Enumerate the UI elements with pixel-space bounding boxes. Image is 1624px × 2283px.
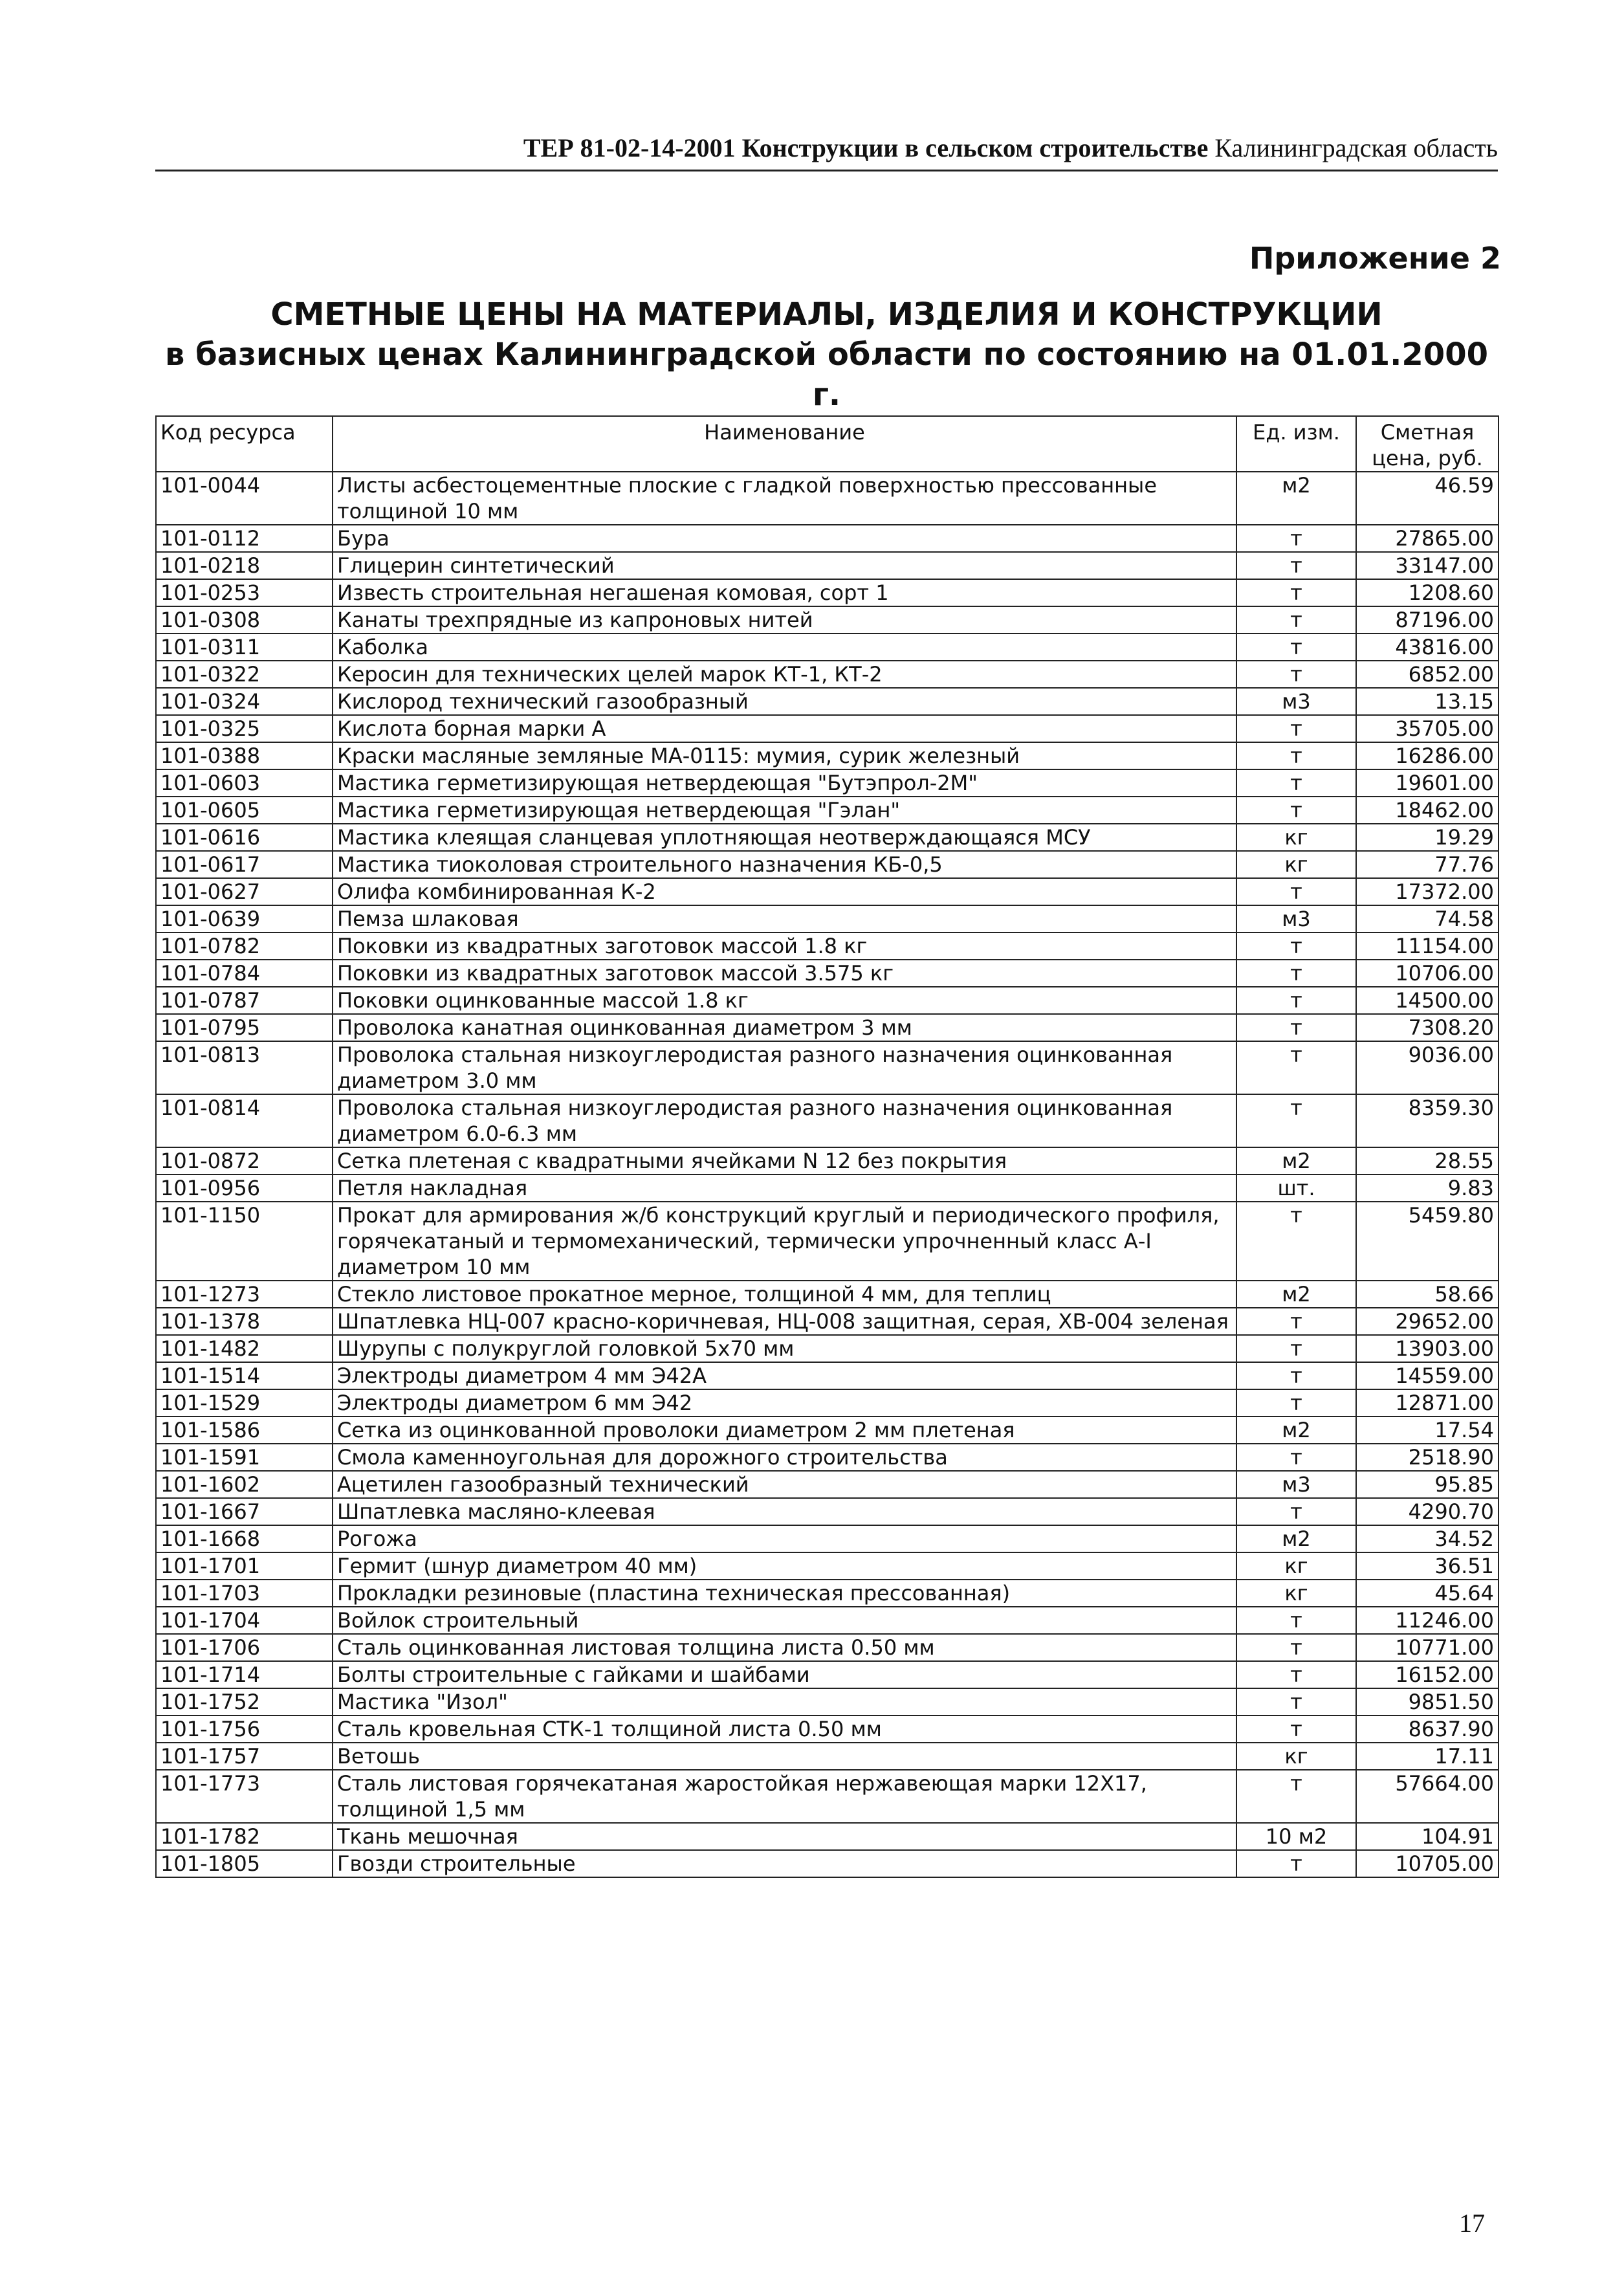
cell-code: 101-1701 [156, 1552, 333, 1580]
cell-name: Рогожа [333, 1525, 1236, 1552]
cell-code: 101-1591 [156, 1444, 333, 1471]
cell-name: Каболка [333, 634, 1236, 661]
cell-unit: т [1236, 634, 1356, 661]
cell-name: Глицерин синтетический [333, 552, 1236, 579]
cell-unit: т [1236, 1202, 1356, 1281]
cell-code: 101-1805 [156, 1850, 333, 1877]
table-row [156, 1552, 1498, 1580]
appendix-label: Приложение 2 [1249, 241, 1501, 276]
cell-name: Керосин для технических целей марок КТ-1, КТ-2 [333, 661, 1236, 688]
cell-name: Бура [333, 525, 1236, 552]
cell-unit: т [1236, 1094, 1356, 1147]
cell-price: 7308.20 [1356, 1014, 1498, 1041]
cell-unit: т [1236, 1770, 1356, 1823]
cell-name: Шурупы с полукруглой головкой 5х70 мм [333, 1335, 1236, 1362]
cell-price: 74.58 [1356, 905, 1498, 932]
table-row [156, 472, 1498, 525]
cell-name: Электроды диаметром 6 мм Э42 [333, 1389, 1236, 1417]
cell-code: 101-1602 [156, 1471, 333, 1498]
cell-code: 101-1706 [156, 1634, 333, 1661]
cell-unit: т [1236, 1041, 1356, 1094]
cell-price: 28.55 [1356, 1147, 1498, 1175]
cell-unit: кг [1236, 1743, 1356, 1770]
cell-unit: т [1236, 525, 1356, 552]
cell-name: Известь строительная негашеная комовая, сорт 1 [333, 579, 1236, 606]
cell-code: 101-1752 [156, 1688, 333, 1715]
cell-name: Кислород технический газообразный [333, 688, 1236, 715]
cell-name: Мастика тиоколовая строительного назначения КБ-0,5 [333, 851, 1236, 878]
table-row [156, 1362, 1498, 1389]
cell-name: Мастика "Изол" [333, 1688, 1236, 1715]
cell-name: Мастика герметизирующая нетвердеющая "Гэлан" [333, 797, 1236, 824]
cell-name: Прокладки резиновые (пластина техническая прессованная) [333, 1580, 1236, 1607]
table-row [156, 1444, 1498, 1471]
cell-code: 101-0639 [156, 905, 333, 932]
column-header-name: Наименование [333, 416, 1236, 472]
table-row [156, 1634, 1498, 1661]
table-row [156, 987, 1498, 1014]
cell-price: 43816.00 [1356, 634, 1498, 661]
cell-code: 101-1378 [156, 1308, 333, 1335]
cell-name: Гвозди строительные [333, 1850, 1236, 1877]
table-row [156, 1041, 1498, 1094]
cell-name: Кислота борная марки А [333, 715, 1236, 742]
cell-price: 104.91 [1356, 1823, 1498, 1850]
cell-name: Прокат для армирования ж/б конструкций круглый и периодического профиля, горячекатаный и термомеханический, термически упрочненный класс А-I диаметром 10 мм [333, 1202, 1236, 1281]
cell-unit: т [1236, 1715, 1356, 1743]
cell-name: Ткань мешочная [333, 1823, 1236, 1850]
table-row [156, 552, 1498, 579]
cell-code: 101-0322 [156, 661, 333, 688]
table-row [156, 1661, 1498, 1688]
table-row [156, 1823, 1498, 1850]
cell-price: 16286.00 [1356, 742, 1498, 769]
cell-price: 33147.00 [1356, 552, 1498, 579]
cell-name: Поковки оцинкованные массой 1.8 кг [333, 987, 1236, 1014]
cell-code: 101-0253 [156, 579, 333, 606]
cell-unit: т [1236, 552, 1356, 579]
table-row [156, 797, 1498, 824]
table-row [156, 1715, 1498, 1743]
cell-price: 9036.00 [1356, 1041, 1498, 1094]
cell-code: 101-0325 [156, 715, 333, 742]
cell-code: 101-0218 [156, 552, 333, 579]
cell-price: 13903.00 [1356, 1335, 1498, 1362]
table-row [156, 1580, 1498, 1607]
header-document-code: ТЕР 81-02-14-2001 Конструкции в сельском строительстве [523, 133, 1209, 162]
cell-name: Краски масляные земляные МА-0115: мумия, сурик железный [333, 742, 1236, 769]
cell-price: 8359.30 [1356, 1094, 1498, 1147]
cell-price: 6852.00 [1356, 661, 1498, 688]
cell-code: 101-0956 [156, 1175, 333, 1202]
cell-price: 1208.60 [1356, 579, 1498, 606]
table-row [156, 1281, 1498, 1308]
cell-name: Сталь кровельная СТК-1 толщиной листа 0.50 мм [333, 1715, 1236, 1743]
table-row [156, 960, 1498, 987]
cell-name: Мастика клеящая сланцевая уплотняющая неотверждающаяся МСУ [333, 824, 1236, 851]
cell-unit: т [1236, 797, 1356, 824]
column-header-unit: Ед. изм. [1236, 416, 1356, 472]
table-row [156, 1688, 1498, 1715]
cell-price: 45.64 [1356, 1580, 1498, 1607]
table-row [156, 742, 1498, 769]
cell-unit: кг [1236, 824, 1356, 851]
cell-price: 29652.00 [1356, 1308, 1498, 1335]
cell-name: Шпатлевка масляно-клеевая [333, 1498, 1236, 1525]
cell-code: 101-1704 [156, 1607, 333, 1634]
cell-price: 9851.50 [1356, 1688, 1498, 1715]
cell-name: Сталь листовая горячекатаная жаростойкая нержавеющая марки 12Х17, толщиной 1,5 мм [333, 1770, 1236, 1823]
cell-code: 101-0872 [156, 1147, 333, 1175]
cell-unit: м2 [1236, 1417, 1356, 1444]
cell-code: 101-0311 [156, 634, 333, 661]
cell-unit: т [1236, 1688, 1356, 1715]
cell-name: Поковки из квадратных заготовок массой 3.575 кг [333, 960, 1236, 987]
page-number: 17 [1459, 2209, 1485, 2238]
cell-code: 101-0617 [156, 851, 333, 878]
cell-unit: т [1236, 1335, 1356, 1362]
cell-code: 101-1529 [156, 1389, 333, 1417]
cell-price: 16152.00 [1356, 1661, 1498, 1688]
cell-code: 101-1273 [156, 1281, 333, 1308]
cell-name: Поковки из квадратных заготовок массой 1.8 кг [333, 932, 1236, 960]
table-row [156, 1525, 1498, 1552]
cell-code: 101-1782 [156, 1823, 333, 1850]
table-row [156, 1850, 1498, 1877]
cell-unit: 10 м2 [1236, 1823, 1356, 1850]
cell-unit: т [1236, 769, 1356, 797]
cell-price: 9.83 [1356, 1175, 1498, 1202]
table-row [156, 579, 1498, 606]
cell-unit: т [1236, 579, 1356, 606]
cell-price: 19601.00 [1356, 769, 1498, 797]
cell-unit: т [1236, 742, 1356, 769]
cell-code: 101-1514 [156, 1362, 333, 1389]
cell-name: Ацетилен газообразный технический [333, 1471, 1236, 1498]
cell-code: 101-0603 [156, 769, 333, 797]
price-table [155, 415, 1499, 1878]
table-row [156, 634, 1498, 661]
cell-price: 77.76 [1356, 851, 1498, 878]
table-row [156, 688, 1498, 715]
cell-unit: т [1236, 1362, 1356, 1389]
cell-name: Листы асбестоцементные плоские с гладкой поверхностью прессованные толщиной 10 мм [333, 472, 1236, 525]
cell-price: 8637.90 [1356, 1715, 1498, 1743]
cell-code: 101-0324 [156, 688, 333, 715]
cell-name: Мастика герметизирующая нетвердеющая "Бутэпрол-2М" [333, 769, 1236, 797]
cell-price: 17.11 [1356, 1743, 1498, 1770]
table-row [156, 715, 1498, 742]
cell-unit: т [1236, 606, 1356, 634]
table-row [156, 1471, 1498, 1498]
cell-name: Олифа комбинированная К-2 [333, 878, 1236, 905]
cell-price: 18462.00 [1356, 797, 1498, 824]
cell-price: 5459.80 [1356, 1202, 1498, 1281]
cell-code: 101-0616 [156, 824, 333, 851]
cell-unit: шт. [1236, 1175, 1356, 1202]
cell-unit: т [1236, 1014, 1356, 1041]
cell-name: Проволока стальная низкоуглеродистая разного назначения оцинкованная диаметром 3.0 мм [333, 1041, 1236, 1094]
table-row [156, 1389, 1498, 1417]
cell-unit: кг [1236, 851, 1356, 878]
cell-price: 19.29 [1356, 824, 1498, 851]
table-row [156, 1607, 1498, 1634]
cell-price: 58.66 [1356, 1281, 1498, 1308]
table-body [156, 472, 1498, 1877]
table-row [156, 1014, 1498, 1041]
table-row [156, 1308, 1498, 1335]
cell-unit: т [1236, 715, 1356, 742]
cell-price: 27865.00 [1356, 525, 1498, 552]
table-header-row [156, 416, 1498, 472]
cell-name: Сетка из оцинкованной проволоки диаметром 2 мм плетеная [333, 1417, 1236, 1444]
cell-code: 101-1714 [156, 1661, 333, 1688]
page-title [155, 294, 1498, 415]
cell-price: 34.52 [1356, 1525, 1498, 1552]
cell-code: 101-0044 [156, 472, 333, 525]
table-row [156, 1147, 1498, 1175]
cell-code: 101-0784 [156, 960, 333, 987]
cell-price: 11246.00 [1356, 1607, 1498, 1634]
cell-code: 101-1668 [156, 1525, 333, 1552]
cell-code: 101-1756 [156, 1715, 333, 1743]
table-row [156, 1175, 1498, 1202]
cell-unit: м3 [1236, 905, 1356, 932]
cell-code: 101-0627 [156, 878, 333, 905]
cell-code: 101-1150 [156, 1202, 333, 1281]
table-row [156, 525, 1498, 552]
cell-unit: м2 [1236, 472, 1356, 525]
cell-unit: т [1236, 1661, 1356, 1688]
cell-code: 101-0813 [156, 1041, 333, 1094]
table-row [156, 1094, 1498, 1147]
cell-unit: т [1236, 878, 1356, 905]
cell-price: 14559.00 [1356, 1362, 1498, 1389]
cell-unit: м2 [1236, 1525, 1356, 1552]
cell-name: Электроды диаметром 4 мм Э42А [333, 1362, 1236, 1389]
cell-name: Сталь оцинкованная листовая толщина листа 0.50 мм [333, 1634, 1236, 1661]
cell-unit: т [1236, 1634, 1356, 1661]
cell-code: 101-1586 [156, 1417, 333, 1444]
cell-price: 57664.00 [1356, 1770, 1498, 1823]
cell-code: 101-1482 [156, 1335, 333, 1362]
table-row [156, 851, 1498, 878]
cell-code: 101-0388 [156, 742, 333, 769]
cell-price: 35705.00 [1356, 715, 1498, 742]
cell-unit: т [1236, 1389, 1356, 1417]
cell-code: 101-1667 [156, 1498, 333, 1525]
cell-name: Сетка плетеная с квадратными ячейками N 12 без покрытия [333, 1147, 1236, 1175]
cell-unit: м2 [1236, 1281, 1356, 1308]
cell-price: 10771.00 [1356, 1634, 1498, 1661]
cell-price: 12871.00 [1356, 1389, 1498, 1417]
cell-unit: т [1236, 932, 1356, 960]
table-row [156, 1743, 1498, 1770]
cell-code: 101-0782 [156, 932, 333, 960]
title-line-1: СМЕТНЫЕ ЦЕНЫ НА МАТЕРИАЛЫ, ИЗДЕЛИЯ И КОНСТРУКЦИИ [270, 296, 1383, 333]
cell-code: 101-0112 [156, 525, 333, 552]
cell-name: Болты строительные с гайками и шайбами [333, 1661, 1236, 1688]
cell-price: 36.51 [1356, 1552, 1498, 1580]
cell-name: Пемза шлаковая [333, 905, 1236, 932]
table-row [156, 932, 1498, 960]
table-row [156, 905, 1498, 932]
cell-name: Шпатлевка НЦ-007 красно-коричневая, НЦ-008 защитная, серая, ХВ-004 зеленая [333, 1308, 1236, 1335]
cell-unit: т [1236, 1498, 1356, 1525]
cell-name: Проволока канатная оцинкованная диаметром 3 мм [333, 1014, 1236, 1041]
cell-code: 101-1703 [156, 1580, 333, 1607]
cell-code: 101-0814 [156, 1094, 333, 1147]
cell-price: 95.85 [1356, 1471, 1498, 1498]
table-row [156, 606, 1498, 634]
cell-name: Ветошь [333, 1743, 1236, 1770]
table-row [156, 1417, 1498, 1444]
cell-unit: м2 [1236, 1147, 1356, 1175]
title-line-2: в базисных ценах Калининградской области по состоянию на 01.01.2000 г. [165, 336, 1488, 413]
cell-price: 13.15 [1356, 688, 1498, 715]
table-row [156, 824, 1498, 851]
cell-unit: т [1236, 987, 1356, 1014]
cell-price: 4290.70 [1356, 1498, 1498, 1525]
cell-unit: т [1236, 1444, 1356, 1471]
cell-price: 11154.00 [1356, 932, 1498, 960]
cell-name: Смола каменноугольная для дорожного строительства [333, 1444, 1236, 1471]
cell-price: 46.59 [1356, 472, 1498, 525]
cell-name: Проволока стальная низкоуглеродистая разного назначения оцинкованная диаметром 6.0-6.3 мм [333, 1094, 1236, 1147]
table-row [156, 1202, 1498, 1281]
cell-price: 10705.00 [1356, 1850, 1498, 1877]
cell-name: Петля накладная [333, 1175, 1236, 1202]
column-header-price: Сметная цена, руб. [1356, 416, 1498, 472]
cell-name: Войлок строительный [333, 1607, 1236, 1634]
cell-unit: м3 [1236, 688, 1356, 715]
table-row [156, 1498, 1498, 1525]
cell-price: 17372.00 [1356, 878, 1498, 905]
cell-unit: т [1236, 1308, 1356, 1335]
cell-name: Канаты трехпрядные из капроновых нитей [333, 606, 1236, 634]
cell-unit: т [1236, 661, 1356, 688]
cell-name: Стекло листовое прокатное мерное, толщиной 4 мм, для теплиц [333, 1281, 1236, 1308]
cell-code: 101-0605 [156, 797, 333, 824]
column-header-code: Код ресурса [156, 416, 333, 472]
cell-code: 101-0795 [156, 1014, 333, 1041]
table-row [156, 661, 1498, 688]
running-header [155, 133, 1498, 171]
cell-price: 2518.90 [1356, 1444, 1498, 1471]
cell-code: 101-0787 [156, 987, 333, 1014]
cell-unit: т [1236, 1607, 1356, 1634]
table-row [156, 769, 1498, 797]
table-row [156, 878, 1498, 905]
cell-price: 10706.00 [1356, 960, 1498, 987]
cell-name: Гермит (шнур диаметром 40 мм) [333, 1552, 1236, 1580]
cell-unit: кг [1236, 1580, 1356, 1607]
cell-code: 101-1757 [156, 1743, 333, 1770]
cell-unit: кг [1236, 1552, 1356, 1580]
cell-price: 17.54 [1356, 1417, 1498, 1444]
cell-unit: т [1236, 960, 1356, 987]
cell-code: 101-0308 [156, 606, 333, 634]
cell-price: 14500.00 [1356, 987, 1498, 1014]
table-row [156, 1335, 1498, 1362]
table-row [156, 1770, 1498, 1823]
cell-code: 101-1773 [156, 1770, 333, 1823]
cell-price: 87196.00 [1356, 606, 1498, 634]
header-region: Калининградская область [1214, 133, 1498, 162]
cell-unit: м3 [1236, 1471, 1356, 1498]
cell-unit: т [1236, 1850, 1356, 1877]
